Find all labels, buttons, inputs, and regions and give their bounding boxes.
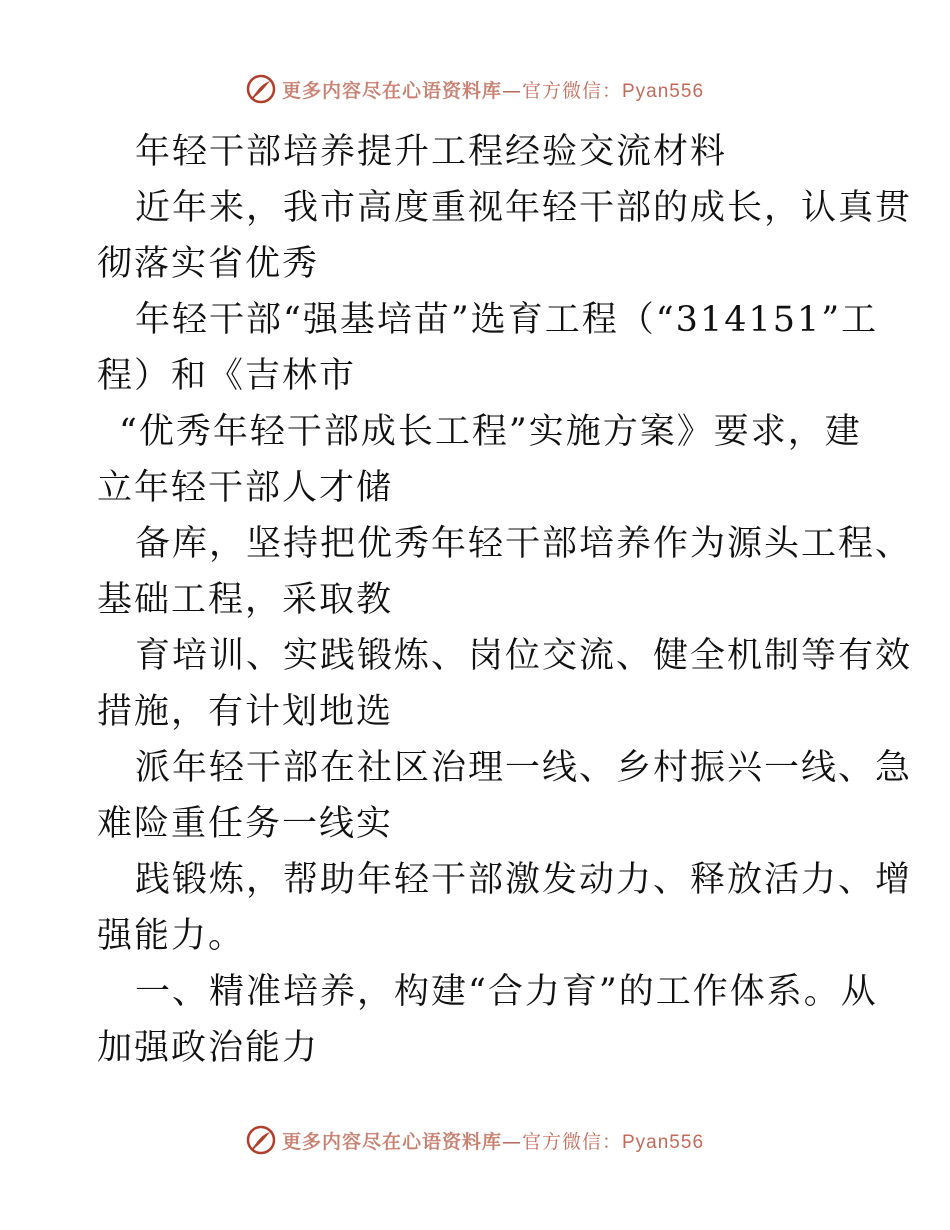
paragraph-line: 基础工程，采取教 — [97, 580, 394, 620]
paragraph-line: 程）和《吉林市 — [97, 356, 357, 396]
paragraph-line: 备库，坚持把优秀年轻干部培养作为源头工程、 — [135, 524, 913, 564]
paragraph-line: 措施，有计划地选 — [97, 692, 394, 732]
quill-logo-icon — [246, 1125, 276, 1155]
paragraph-line: “优秀年轻干部成长工程”实施方案》要求，建 — [119, 412, 862, 452]
document-body — [97, 124, 913, 1076]
watermark-text: 更多内容尽在心语资料库—官方微信：Pyan556 — [281, 79, 705, 102]
paragraph-line: 派年轻干部在社区治理一线、乡村振兴一线、急 — [135, 748, 913, 788]
watermark-text: 更多内容尽在心语资料库—官方微信：Pyan556 — [281, 1130, 705, 1153]
quill-logo-icon — [246, 74, 276, 104]
paragraph-line: 育培训、实践锻炼、岗位交流、健全机制等有效 — [135, 636, 913, 676]
paragraph-line: 彻落实省优秀 — [97, 244, 320, 284]
paragraph-line: 强能力。 — [97, 916, 246, 956]
paragraph-line: 践锻炼，帮助年轻干部激发动力、释放活力、增 — [135, 860, 913, 900]
paragraph-line: 加强政治能力 — [97, 1028, 320, 1068]
watermark-header — [0, 72, 950, 106]
document-title: 年轻干部培养提升工程经验交流材料 — [135, 132, 728, 172]
paragraph-line: 年轻干部“强基培苗”选育工程（“314151”工 — [135, 300, 879, 340]
paragraph-line: 立年轻干部人才储 — [97, 468, 394, 508]
watermark-footer — [0, 1123, 950, 1157]
paragraph-line: 近年来，我市高度重视年轻干部的成长，认真贯 — [135, 188, 913, 228]
section-heading-line: 一、精准培养，构建“合力育”的工作体系。从 — [135, 972, 878, 1012]
paragraph-line: 难险重任务一线实 — [97, 804, 394, 844]
